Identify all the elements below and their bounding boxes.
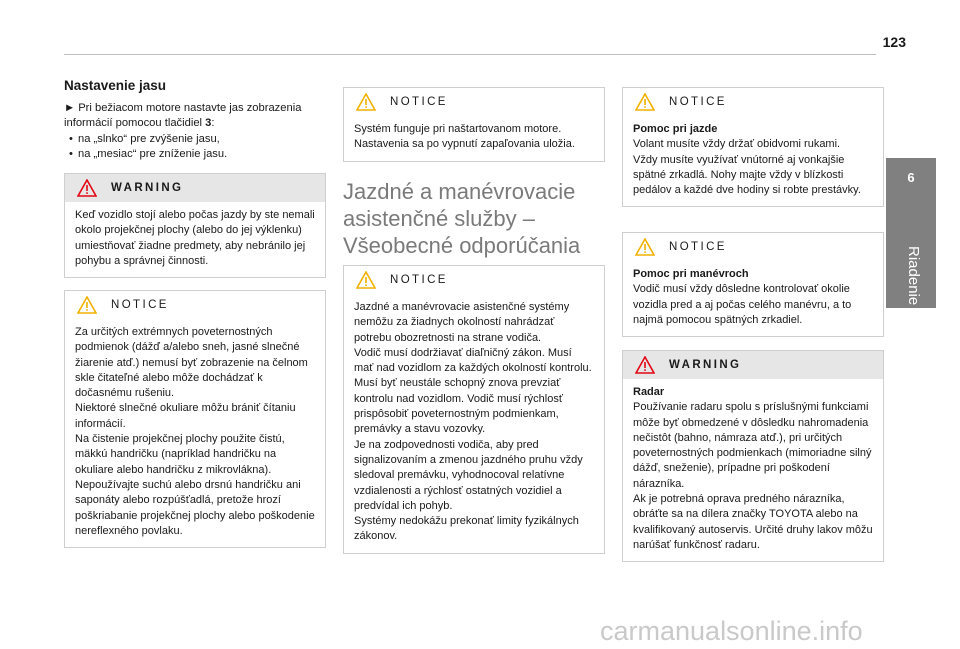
notice-body — [623, 261, 883, 336]
list-item: • na „mesiac“ pre zníženie jasu. — [64, 147, 326, 162]
notice-triangle-icon — [77, 296, 97, 314]
chapter-number: 6 — [907, 170, 915, 185]
notice-box — [343, 87, 605, 162]
notice-box — [622, 232, 884, 337]
button-number: 3 — [205, 117, 212, 130]
notice-label: NOTICE — [390, 274, 448, 286]
notice-header — [623, 88, 883, 116]
notice-box — [343, 265, 605, 554]
warning-header — [65, 174, 325, 202]
warning-label: WARNING — [669, 359, 742, 371]
notice-text: Jazdné a manévrovacie asistenčné systémy nemôžu za žiadnych okolností nahrádzať potrebu obozretnosti na strane vodiča. Vodič musí dodržiavať diaľničný zákon. Musí mať nad vozidlom za každých okolností kontrolu. Musí byť neustále schopný znova prevziať kontrolu nad vozidlom. Vodič musí rýchlosť prispôsobiť poveternostným podmienkam, premávky a stavu vozovky. Je na zodpovednosti vodiča, aby pred signalizovaním a zmenou jazdného pruhu vždy sledoval premávku, vyhodnocoval relatívne vzdialenosti a rýchlosť ostatných vozidiel a predvídal ich pohyb. Systémy nedokážu prekonať limity fyzikálnych zákonov. — [354, 301, 592, 543]
notice-label: NOTICE — [669, 241, 727, 253]
warning-text: Používanie radaru spolu s príslušnými funkciami môže byť obmedzené v dôsledku nahromadenia nečistôt (bahno, námraza atď.), pri určitých poveternostných podmienkach (mimoriadne silný dážď, sneženie), prípadne pri poškodení nárazníka. Ak je potrebná oprava predného nárazníka, obráťte sa na dílera značky TOYOTA alebo na kvalifikovaný autoservis. Určité druhy lakov môžu narúšať funkčnosť radaru. — [633, 401, 873, 551]
warning-box — [64, 173, 326, 278]
notice-title: Pomoc pri manévroch — [633, 268, 749, 280]
warning-label: WARNING — [111, 182, 184, 194]
watermark: carmanualsonline.info — [600, 616, 863, 646]
notice-header — [65, 291, 325, 319]
chapter-tab[interactable] — [886, 158, 936, 308]
chapter-label: Riadenie — [905, 246, 922, 306]
warning-box — [622, 350, 884, 562]
notice-box — [622, 87, 884, 207]
notice-text: Systém funguje pri naštartovanom motore. Nastavenia sa po vypnutí zapaľovania uložia. — [354, 123, 575, 151]
notice-triangle-icon — [635, 238, 655, 256]
list-item: • na „slnko“ pre zvýšenie jasu, — [64, 132, 326, 147]
notice-box — [64, 290, 326, 548]
notice-header — [344, 266, 604, 294]
warning-triangle-icon — [635, 356, 655, 374]
notice-triangle-icon — [356, 93, 376, 111]
notice-title: Pomoc pri jazde — [633, 123, 718, 135]
header-rule — [64, 54, 876, 55]
notice-header — [623, 233, 883, 261]
notice-label: NOTICE — [111, 299, 169, 311]
notice-text: Za určitých extrémnych poveternostných podmienok (dážď a/alebo sneh, jasné slnečné žiarenie atď.) nemusí byť zobrazenie na čelnom skle čitateľné alebo môže dochádzať k dočasnému rušeniu. Niektoré slnečné okuliare môžu brániť čítaniu informácií. Na čistenie projekčnej plochy použite čistú, mäkkú handričku (napríklad handričku na okuliare alebo handričku z mikrovlákna). Nepoužívajte suchú alebo drsnú handričku ani saponáty alebo rozpúšťadlá, pretože hrozí poškriabanie projekčnej plochy alebo poškodenie nereflexného povlaku. — [75, 326, 315, 537]
warning-triangle-icon — [77, 179, 97, 197]
notice-triangle-icon — [356, 271, 376, 289]
warning-text: Keď vozidlo stojí alebo počas jazdy by ste nemali okolo projekčnej plochy (alebo do jej výklenku) umiestňovať žiadne predmety, aby nebránilo jej pohybu a správnej činnosti. — [75, 209, 315, 267]
warning-title: Radar — [633, 386, 665, 398]
notice-body — [623, 116, 883, 206]
notice-text: Vodič musí vždy dôsledne kontrolovať okolie vozidla pred a aj počas celého manévru, a to najmä pomocou spätných zrkadiel. — [633, 283, 852, 326]
notice-label: NOTICE — [390, 96, 448, 108]
arrow-icon: ► — [64, 102, 76, 114]
intro-paragraph — [64, 101, 326, 132]
notice-header — [344, 88, 604, 116]
warning-header — [623, 351, 883, 379]
intro-text: Pri bežiacom motore nastavte jas zobrazenia informácií pomocou tlačidiel — [64, 102, 302, 130]
notice-label: NOTICE — [669, 96, 727, 108]
warning-body — [623, 379, 883, 561]
intro-end: : — [211, 117, 215, 130]
section-title: Jazdné a manévrovacie asistenčné služby – Všeobecné odporúčania — [343, 179, 581, 258]
page-number: 123 — [882, 34, 906, 50]
section-heading: Nastavenie jasu — [64, 78, 167, 93]
notice-triangle-icon — [635, 93, 655, 111]
notice-text: Volant musíte vždy držať obidvomi rukami. Vždy musíte využívať vnútorné aj vonkajšie spätné zrkadlá. Nohy majte vždy v blízkosti pedálov a každé dve hodiny si robte prestávky. — [633, 138, 861, 197]
column-1 — [64, 78, 326, 162]
